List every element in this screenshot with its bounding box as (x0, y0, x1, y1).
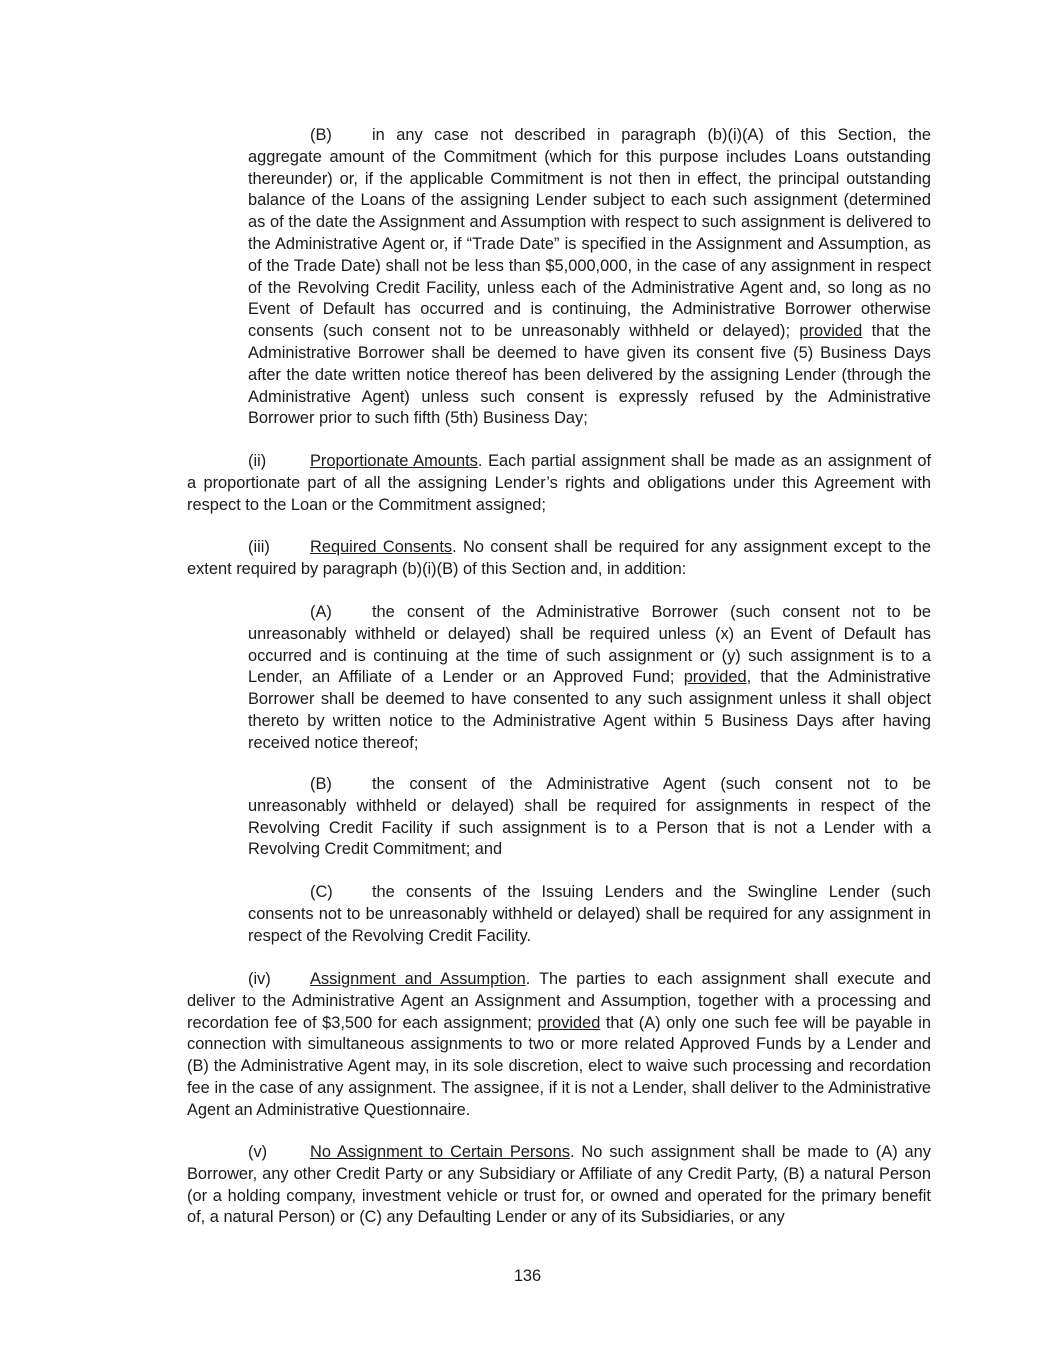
paragraph-text: . No consent shall be required for any assignment except to the extent required by paragraph (b)(i)(B) of this Section and, in addition: (187, 538, 931, 578)
section-heading: Proportionate Amounts (310, 452, 478, 470)
paragraph-text: . The parties to each assignment shall execute and deliver to the Administrative Agent an Assignment and Assumption, together with a processing and recordation fee of $3,500 for each assignment; (187, 970, 931, 1032)
paragraph-ii (187, 451, 931, 516)
paragraph-label: (iv) (248, 970, 271, 988)
paragraph-text: . Each partial assignment shall be made as an assignment of a proportionate part of all the assigning Lender’s rights and obligations under this Agreement with respect to the Loan or the Commitment assigned; (187, 452, 931, 514)
paragraph-text-cont: , that the Administrative Borrower shall be deemed to have consented to any such assignment unless it shall object thereto by written notice to the Administrative Agent within 5 Business Days after having received notice thereof; (248, 668, 931, 752)
paragraph-text: the consents of the Issuing Lenders and the Swingline Lender (such consents not to be unreasonably withheld or delayed) shall be required for any assignment in respect of the Revolving Credit Facility. (248, 883, 931, 945)
paragraph-label: (iii) (248, 538, 270, 556)
paragraph-iii-a (248, 602, 931, 755)
paragraph-v (187, 1142, 931, 1229)
paragraph-label: (C) (310, 883, 333, 901)
provided-term: provided (537, 1013, 601, 1032)
paragraph-text: the consent of the Administrative Borrower (such consent not to be unreasonably withheld or delayed) shall be required unless (x) an Event of Default has occurred and is continuing at the time of such assignment or (y) such assignment is to a Lender, an Affiliate of a Lender or an Approved Fund; (248, 603, 931, 687)
paragraph-text: in any case not described in paragraph (b)(i)(A) of this Section, the aggregate amount of the Commitment (which for this purpose includes Loans outstanding thereunder) or, if the applicable Commitment is not then in effect, the principal outstanding balance of the Loans of the assigning Lender subject to each such assignment (determined as of the date the Assignment and Assumption with respect to such assignment is delivered to the Administrative Agent or, if “Trade Date” is specified in the Assignment and Assumption, as of the Trade Date) shall not be less than $5,000,000, in the case of any assignment in respect of the Revolving Credit Facility, unless each of the Administrative Agent and, so long as no Event of Default has occurred and is continuing, the Administrative Borrower otherwise consents (such consent not to be unreasonably withheld or delayed); (248, 126, 931, 341)
paragraph-label: (ii) (248, 452, 267, 470)
section-heading: No Assignment to Certain Persons (310, 1143, 570, 1161)
paragraph-label: (A) (310, 603, 332, 621)
paragraph-label: (B) (310, 126, 332, 144)
paragraph-label: (B) (310, 775, 332, 793)
provided-term: provided (799, 322, 863, 341)
paragraph-iv (187, 969, 931, 1122)
provided-term: provided (683, 668, 747, 687)
paragraph-text: the consent of the Administrative Agent (such consent not to be unreasonably withheld or delayed) shall be required for assignments in respect of the Revolving Credit Facility if such assignment is to a Person that is not a Lender with a Revolving Credit Commitment; and (248, 775, 931, 859)
paragraph-text-cont: that the Administrative Borrower shall be deemed to have given its consent five (5) Business Days after the date written notice thereof has been delivered by the assigning Lender (through the Administrative Agent) unless such consent is expressly refused by the Administrative Borrower prior to such fifth (5th) Business Day; (248, 322, 931, 428)
paragraph-iii-c (248, 882, 931, 947)
paragraph-iii (187, 537, 931, 581)
paragraph-label: (v) (248, 1143, 268, 1161)
paragraph-text: . No such assignment shall be made to (A) any Borrower, any other Credit Party or any Subsidiary or Affiliate of any Credit Party, (B) a natural Person (or a holding company, investment vehicle or trust for, or owned and operated for the primary benefit of, a natural Person) or (C) any Defaulting Lender or any of its Subsidiaries, or any (187, 1143, 931, 1227)
page-number: 136 (513, 1267, 542, 1285)
paragraph-b-i-b (248, 125, 931, 430)
paragraph-iii-b (248, 774, 931, 861)
section-heading: Assignment and Assumption (310, 970, 526, 988)
section-heading: Required Consents (310, 538, 453, 556)
paragraph-text-cont: that (A) only one such fee will be payable in connection with simultaneous assignments to two or more related Approved Funds by a Lender and (B) the Administrative Agent may, in its sole discretion, elect to waive such processing and recordation fee in the case of any assignment. The assignee, if it is not a Lender, shall deliver to the Administrative Agent an Administrative Questionnaire. (187, 1013, 931, 1119)
